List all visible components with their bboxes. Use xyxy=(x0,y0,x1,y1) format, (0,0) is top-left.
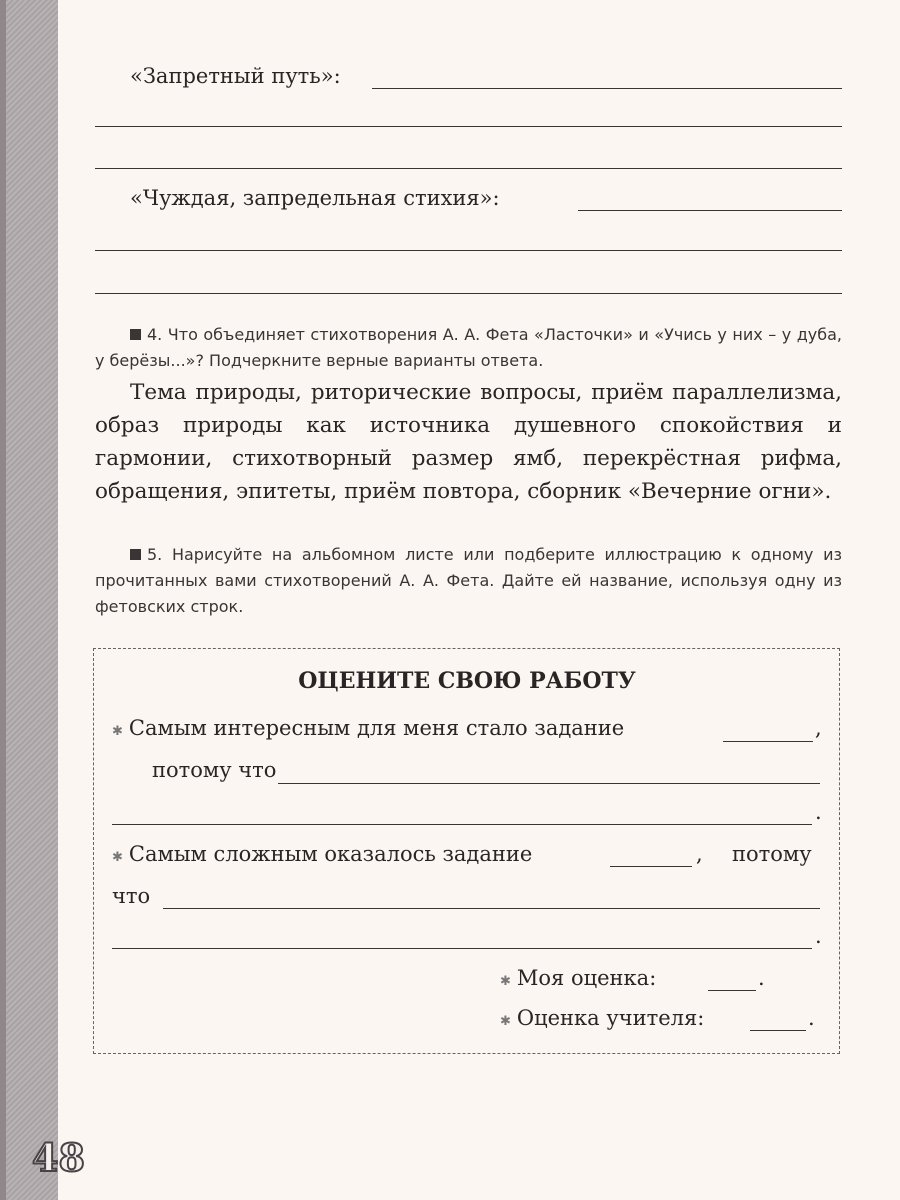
task-marker-icon xyxy=(130,329,141,340)
hardest-task-input[interactable] xyxy=(610,866,692,867)
most-interesting-task-input[interactable] xyxy=(723,741,813,742)
page-edge xyxy=(0,0,6,1200)
answer-line[interactable] xyxy=(95,250,842,251)
bullet-icon: ✱ xyxy=(500,1014,511,1029)
hardest-task-label: ✱ Самым сложным оказалось задание xyxy=(112,842,533,866)
answer-line[interactable] xyxy=(578,210,842,211)
answer-line[interactable] xyxy=(372,88,842,89)
answer-line[interactable] xyxy=(95,126,842,127)
self-assessment-title: ОЦЕНИТЕ СВОЮ РАБОТУ xyxy=(298,668,636,694)
my-grade-label: ✱ Моя оценка: xyxy=(500,966,657,990)
bullet-icon: ✱ xyxy=(112,850,123,865)
page-margin-strip xyxy=(0,0,58,1200)
task-4-question: 4. Что объединяет стихотворения А. А. Фета «Ласточки» и «Учись у них – у дуба, у берёзы...»? Подчеркните верные варианты ответа. xyxy=(95,325,842,370)
my-grade-input[interactable] xyxy=(708,990,756,991)
task-marker-icon xyxy=(130,549,141,560)
period: . xyxy=(758,966,765,990)
period: . xyxy=(815,800,822,824)
bullet-icon: ✱ xyxy=(112,724,123,739)
task-4-answer-options[interactable]: Тема природы, риторические вопросы, приём параллелизма, образ природы как источника душевного спокойствия и гармонии, стихотворный размер ямб, перекрёстная рифма, обращения, эпитеты, приём повтора, сборник «Вечерние огни». xyxy=(95,380,842,504)
period: . xyxy=(808,1006,815,1030)
reason-input-2[interactable] xyxy=(163,908,820,909)
teacher-grade-input[interactable] xyxy=(750,1030,806,1031)
reason-input-2-continued[interactable] xyxy=(112,948,812,949)
reason-input-1-continued[interactable] xyxy=(112,824,812,825)
comma: , xyxy=(696,842,703,866)
because-label-2b: что xyxy=(112,884,151,908)
answer-line[interactable] xyxy=(95,293,842,294)
item-alien-element-label: «Чуждая, запредельная стихия»: xyxy=(130,186,500,210)
because-label-2a: потому xyxy=(732,842,812,866)
answer-line[interactable] xyxy=(95,168,842,169)
period: . xyxy=(815,924,822,948)
because-label-1: потому что xyxy=(152,758,277,782)
reason-input-1[interactable] xyxy=(278,783,820,784)
page-number: 48 xyxy=(32,1135,85,1180)
bullet-icon: ✱ xyxy=(500,974,511,989)
most-interesting-task-label: ✱ Самым интересным для меня стало задание xyxy=(112,716,625,740)
teacher-grade-label: ✱ Оценка учителя: xyxy=(500,1006,705,1030)
task-5-text: 5. Нарисуйте на альбомном листе или подберите иллюстрацию к одному из прочитанных вами стихотворений А. А. Фета. Дайте ей название, используя одну из фетовских строк. xyxy=(95,545,842,616)
comma: , xyxy=(815,716,822,740)
item-forbidden-path-label: «Запретный путь»: xyxy=(130,64,341,88)
